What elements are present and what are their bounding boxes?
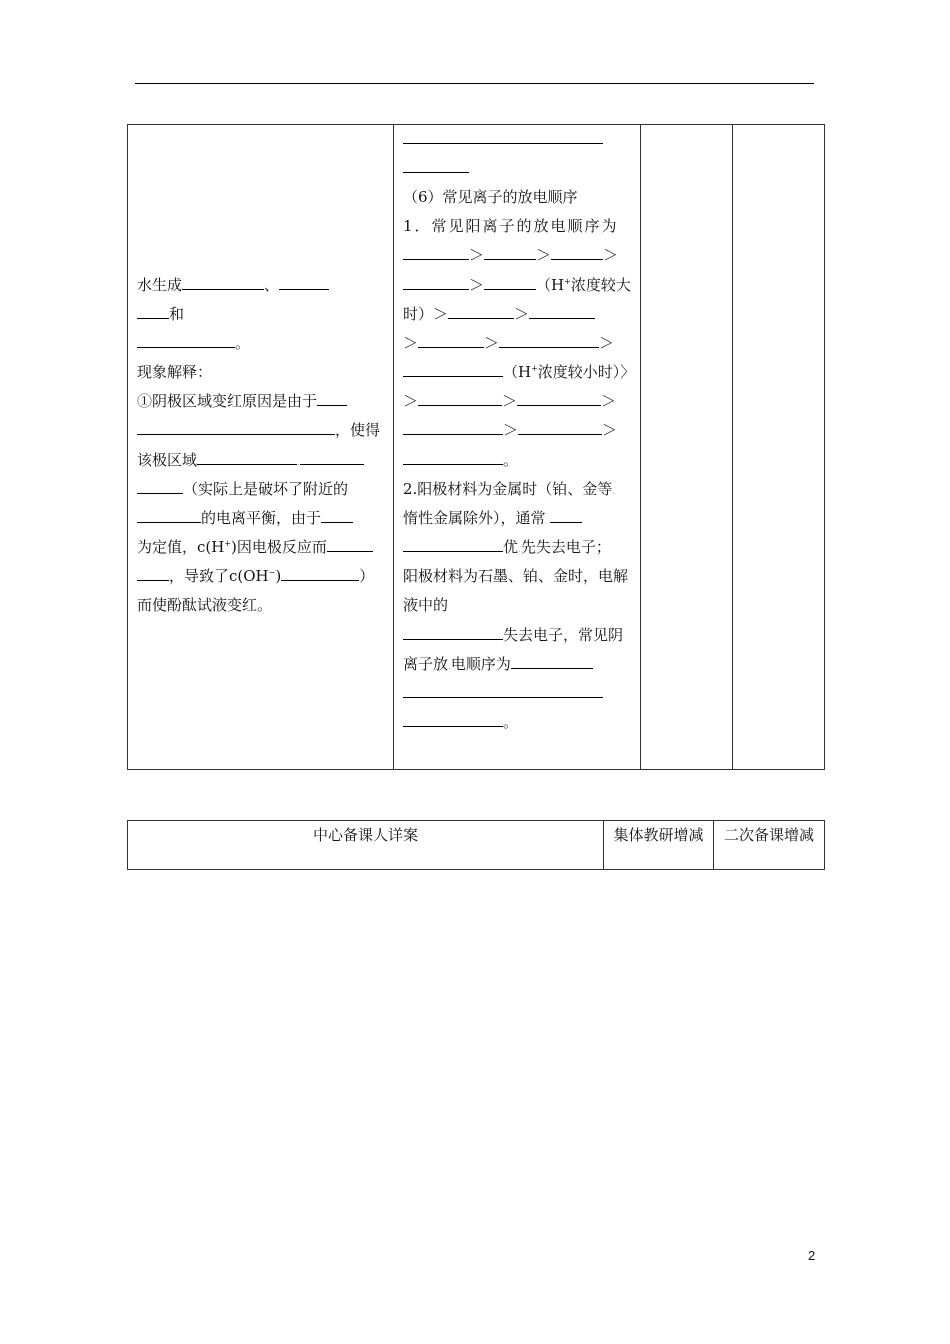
anion-line-end: 。 <box>403 712 518 732</box>
left-line-water: 水生成 、 <box>137 275 329 295</box>
cation-order-title: 1．常见阳离子的放电顺序为 <box>403 217 619 235</box>
empty-cell-secondary <box>733 125 825 770</box>
left-line-paren: （实际上是破坏了附近的 <box>137 479 348 499</box>
left-cell <box>128 125 394 770</box>
left-line-makes: ，使得 <box>137 420 380 440</box>
left-line-reason: ①阴极区域变红原因是由于 <box>137 391 347 411</box>
left-line-region: 该极区域 . <box>137 450 364 473</box>
col-secondary-prep: 二次备课增减 <box>714 821 825 870</box>
cation-row-3: 时）＞ ＞ <box>403 304 595 324</box>
header-rule <box>135 83 814 84</box>
empty-cell-collective <box>641 125 733 770</box>
anion-line-1: 失去电子，常见阴 <box>403 625 623 645</box>
left-line-ionization: 的电离平衡，由于 <box>137 508 353 528</box>
anion-line-2: 离子放.电顺序为 <box>403 654 593 677</box>
left-line-and: 和 <box>137 304 184 324</box>
cation-row-2: ＞ （H+浓度较大 <box>403 275 631 295</box>
middle-cell <box>394 125 641 770</box>
mid-blank-line-2 <box>403 158 469 178</box>
page-number: 2 <box>808 1248 816 1263</box>
discharge-order-title: （6）常见离子的放电顺序 <box>403 188 578 206</box>
left-line-result: ，导致了c(OH−) ） <box>137 566 374 586</box>
anode-line-4: 阳极材料为石墨、铂、金时，电解 <box>403 567 629 585</box>
cation-row-5: （H+浓度较小时）〉 <box>403 362 635 382</box>
mid-blank-line-1 <box>403 129 603 149</box>
anode-line-1: 2.阳极材料为金属时（铂、金等. <box>403 480 616 498</box>
lesson-plan-header-table <box>127 820 825 870</box>
anion-blank-line <box>403 683 603 703</box>
anode-line-2: 惰性金属除外），通常 <box>403 508 582 528</box>
cation-row-6: ＞ ＞ ＞ <box>403 392 617 410</box>
col-collective-research: 集体教研增减 <box>604 821 714 870</box>
cation-row-7: ＞ ＞ <box>403 420 617 440</box>
cation-row-1: ＞ ＞ ＞ <box>403 245 618 265</box>
anode-line-5: 液中的 <box>403 596 449 614</box>
left-line-end: 。 <box>137 333 250 353</box>
left-line-constant: 为定值，c(H+)因电极反应而 <box>137 537 373 557</box>
explanation-heading: 现象解释： <box>137 363 213 381</box>
anode-line-3: 优.先失去电子； <box>403 537 611 560</box>
col-center-lesson-plan: 中心备课人详案 <box>128 821 604 870</box>
left-line-final: 而使酚酞试液变红。 <box>137 596 273 614</box>
lesson-table <box>127 124 825 770</box>
cation-row-8: 。 <box>403 450 518 470</box>
cation-row-4: ＞ ＞ ＞ <box>403 334 615 352</box>
